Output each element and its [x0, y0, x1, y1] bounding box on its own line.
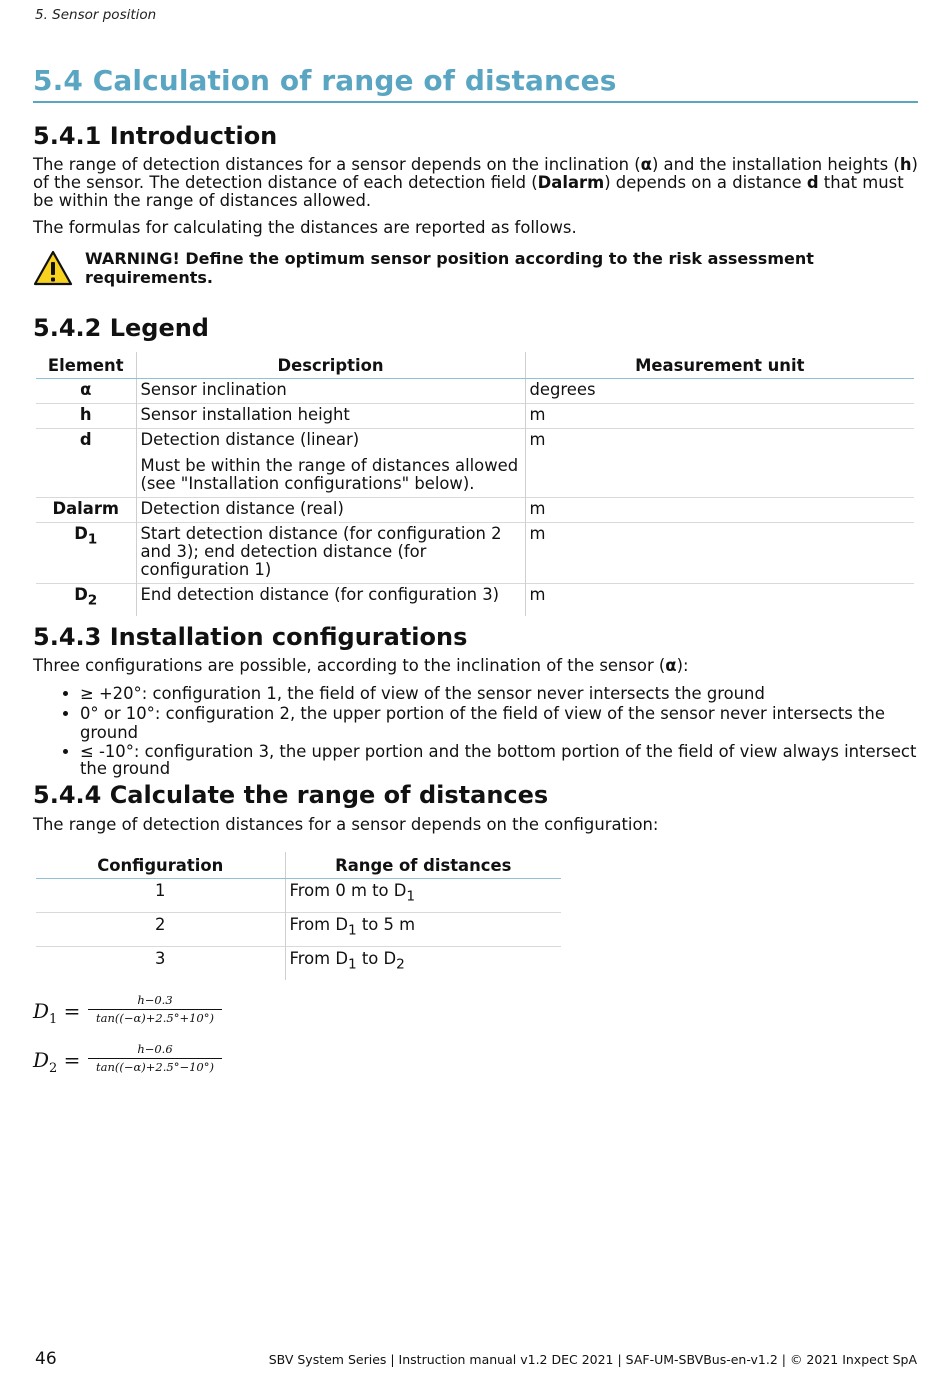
formula-d2 [33, 1042, 233, 1082]
configuration-table [36, 852, 561, 980]
range-from: From D [289, 949, 348, 968]
alpha-symbol: α [640, 155, 652, 174]
range-from: From 0 m to D [289, 881, 407, 900]
intro-text-b: ) and the installation heights ( [651, 155, 900, 174]
alpha-symbol: α [665, 656, 677, 675]
legend-element-sub: 2 [87, 592, 98, 609]
install-intro-a: Three configurations are possible, according to the inclination of the sensor ( [33, 656, 666, 675]
install-heading: 5.4.3 Installation configurations [33, 623, 468, 651]
calc-heading: 5.4.4 Calculate the range of distances [33, 781, 549, 809]
intro-text-a: The range of detection distances for a sensor depends on the inclination ( [33, 155, 641, 174]
dalarm-term: Dalarm [537, 173, 605, 192]
legend-element: d [36, 429, 136, 498]
config-range [285, 879, 561, 913]
formula-fraction [88, 993, 222, 1025]
formula-numerator: h−0.3 [88, 993, 222, 1010]
formulas-note: The formulas for calculating the distances are reported as follows. [33, 218, 577, 237]
range-to: to 5 m [356, 915, 416, 934]
range-sub-1: 1 [406, 888, 416, 905]
range-to: to D [356, 949, 397, 968]
intro-text-e: that must be within the range of distances allowed. [33, 173, 904, 210]
table-row [36, 429, 914, 498]
table-row [36, 913, 561, 947]
formula-numerator: h−0.6 [88, 1042, 222, 1059]
config-number: 2 [36, 913, 285, 947]
warning-text: WARNING! Define the optimum sensor position according to the risk assessment requirements. [85, 249, 814, 287]
legend-description: Start detection distance (for configuration 2 and 3); end detection distance (for configuration 1) [136, 523, 525, 584]
intro-paragraph [33, 156, 918, 210]
legend-element-cell [36, 584, 136, 617]
formula-fraction [88, 1042, 222, 1074]
formula-equals: = [57, 999, 81, 1023]
intro-heading: 5.4.1 Introduction [33, 122, 278, 150]
warning-icon [33, 250, 73, 286]
legend-table [36, 352, 914, 616]
legend-element: α [80, 380, 92, 399]
table-row [36, 523, 914, 584]
legend-element: D [74, 524, 88, 543]
legend-header-row [36, 352, 914, 379]
formula-equals: = [57, 1048, 81, 1072]
formula-d1 [33, 993, 233, 1033]
config-range [285, 947, 561, 981]
legend-description: Detection distance (linear) [140, 430, 360, 449]
formula-lhs-var: D [33, 1048, 50, 1072]
legend-description: End detection distance (for configuration 3) [136, 584, 525, 617]
range-from: From D [289, 915, 348, 934]
section-title: 5.4 Calculation of range of distances [33, 64, 918, 103]
formula-denominator: tan((−α)+2.5°−10°) [96, 1060, 214, 1074]
legend-unit: m [525, 523, 914, 584]
legend-description: Detection distance (real) [136, 498, 525, 523]
calc-intro: The range of detection distances for a sensor depends on the configuration: [33, 815, 659, 834]
config-number: 3 [36, 947, 285, 981]
config-header-row [36, 852, 561, 879]
legend-element: D [74, 585, 88, 604]
intro-text-c: ) of the sensor. The detection distance of each detection field ( [33, 155, 918, 192]
config-col-range: Range of distances [285, 852, 561, 879]
page-number: 46 [35, 1349, 57, 1369]
range-sub-1: 1 [347, 922, 357, 939]
list-item: • ≥ +20°: configuration 1, the field of view of the sensor never intersects the ground [80, 684, 940, 704]
formula-denominator: tan((−α)+2.5°+10°) [96, 1011, 214, 1025]
d-symbol: d [806, 173, 819, 192]
formula-lhs-sub: 1 [49, 1012, 58, 1027]
formula-lhs-sub: 2 [49, 1061, 58, 1076]
table-row [36, 379, 914, 404]
legend-description: Sensor installation height [136, 404, 525, 429]
legend-element-sub: 1 [87, 531, 98, 548]
legend-description-cell [136, 429, 525, 498]
footer-text: SBV System Series | Instruction manual v1.2 DEC 2021 | SAF-UM-SBVBus-en-v1.2 | © 2021 Inxpect SpA [268, 1352, 917, 1367]
config-col-configuration: Configuration [36, 852, 285, 879]
range-sub-1: 1 [347, 956, 357, 973]
formula-lhs [33, 999, 80, 1027]
table-row [36, 879, 561, 913]
legend-unit: m [525, 498, 914, 523]
legend-col-unit: Measurement unit [525, 352, 914, 379]
intro-text-d: ) depends on a distance [604, 173, 807, 192]
legend-unit: m [525, 404, 914, 429]
legend-element-cell [36, 523, 136, 584]
install-intro-b: ): [676, 656, 689, 675]
legend-col-element: Element [36, 352, 136, 379]
legend-col-description: Description [136, 352, 525, 379]
list-item: • 0° or 10°: configuration 2, the upper portion of the field of view of the sensor never intersects the ground [80, 704, 940, 743]
table-row [36, 498, 914, 523]
formula-lhs-var: D [33, 999, 50, 1023]
table-row [36, 947, 561, 981]
legend-element: Dalarm [36, 498, 136, 523]
legend-heading: 5.4.2 Legend [33, 314, 209, 342]
table-row [36, 404, 914, 429]
range-sub-2: 2 [396, 956, 405, 973]
config-number: 1 [155, 881, 166, 900]
legend-description-extra: Must be within the range of distances allowed (see "Installation configurations" below). [140, 456, 519, 493]
legend-description: Sensor inclination [136, 379, 525, 404]
h-symbol: h [899, 155, 912, 174]
running-header: 5. Sensor position [35, 7, 157, 23]
list-item: • ≤ -10°: configuration 3, the upper portion and the bottom portion of the field of view always intersect the ground [80, 743, 940, 778]
table-row [36, 584, 914, 617]
config-range [285, 913, 561, 947]
configuration-list [58, 684, 940, 778]
legend-element: h [36, 404, 136, 429]
legend-unit: m [525, 429, 914, 498]
warning-block [33, 248, 918, 288]
formula-lhs [33, 1048, 80, 1076]
legend-unit: degrees [525, 379, 914, 404]
legend-unit: m [525, 584, 914, 617]
install-intro [33, 657, 918, 675]
